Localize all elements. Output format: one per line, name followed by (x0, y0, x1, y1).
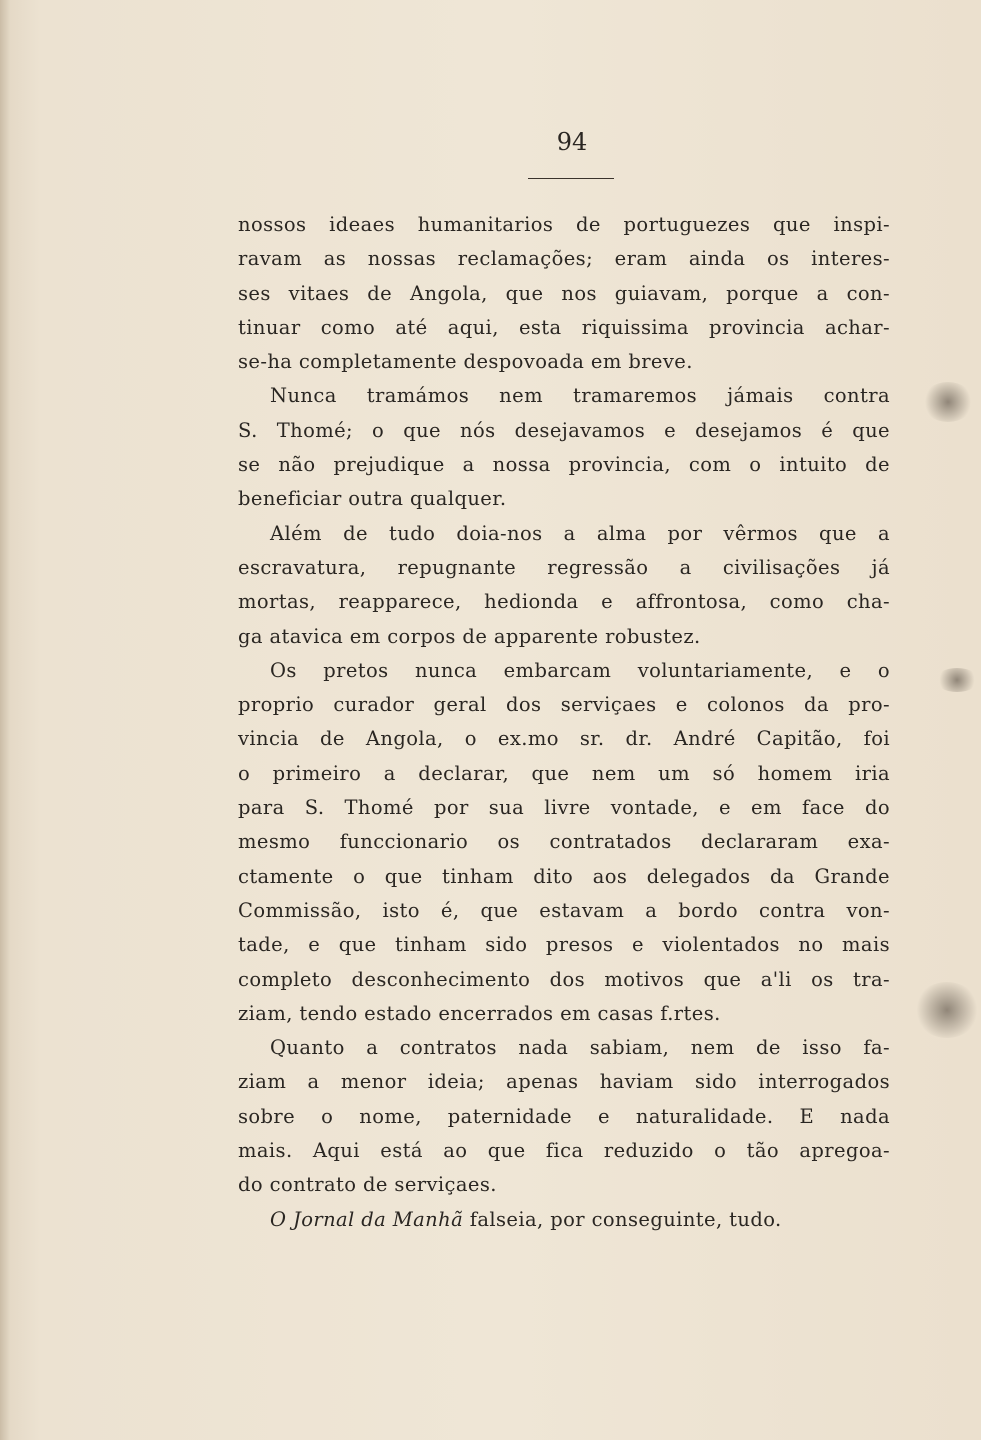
text-line: tinuar como até aqui, esta riquissima provincia achar- (238, 315, 890, 339)
text-line: tade, e que tinham sido presos e violentados no mais (238, 933, 890, 957)
text-line: completo desconhecimento dos motivos que a'li os tra- (238, 967, 890, 991)
text-line: ziam, tendo estado encerrados em casas f.rtes. (238, 1001, 721, 1025)
text-line-final (238, 1203, 890, 1237)
ink-blot (914, 982, 980, 1038)
text-line: mais. Aqui está ao que fica reduzido o tão apregoa- (238, 1139, 890, 1163)
text-line: o primeiro a declarar, que nem um só homem iria (238, 761, 890, 785)
text-line: Commissão, isto é, que estavam a bordo contra von- (238, 898, 890, 922)
text-line: se não prejudique a nossa provincia, com o intuito de (238, 453, 890, 477)
text-line: Nunca tramámos nem tramaremos jámais contra (270, 384, 890, 408)
text-line: beneficiar outra qualquer. (238, 487, 507, 511)
text-line: ses vitaes de Angola, que nos guiavam, porque a con- (238, 281, 890, 305)
text-line: Os pretos nunca embarcam voluntariamente, e o (270, 658, 890, 682)
text-line: vincia de Angola, o ex.mo sr. dr. André Capitão, foi (238, 727, 890, 751)
text-line: ravam as nossas reclamações; eram ainda os interes- (238, 247, 890, 271)
body-text (238, 208, 890, 1237)
ink-blot (922, 382, 974, 422)
text-line: se-ha completamente despovoada em breve. (238, 350, 693, 374)
text-line: ctamente o que tinham dito aos delegados da Grande (238, 864, 890, 888)
text-line: S. Thomé; o que nós desejavamos e desejamos é que (238, 418, 890, 442)
text-line: para S. Thomé por sua livre vontade, e em face do (238, 796, 890, 820)
text-line: escravatura, repugnante regressão a civilisações já (238, 555, 890, 579)
header-rule (528, 178, 614, 179)
text-line: do contrato de serviçaes. (238, 1173, 497, 1197)
newspaper-title: O Jornal da Manhã (270, 1207, 464, 1231)
text-line: proprio curador geral dos serviçaes e colonos da pro- (238, 693, 890, 717)
page-edge-shadow (0, 0, 10, 1440)
final-line-rest: falseia, por conseguinte, tudo. (463, 1207, 782, 1231)
text-line: sobre o nome, paternidade e naturalidade. E nada (238, 1104, 890, 1128)
ink-blot (935, 668, 979, 692)
page-number: 94 (556, 128, 588, 156)
text-line: ga atavica em corpos de apparente robustez. (238, 624, 701, 648)
text-line: Além de tudo doia-nos a alma por vêrmos que a (270, 521, 890, 545)
text-line: nossos ideaes humanitarios de portuguezes que inspi- (238, 213, 890, 236)
text-line: mortas, reapparece, hedionda e affrontosa, como cha- (238, 590, 890, 614)
text-line: mesmo funccionario os contratados declararam exa- (238, 830, 890, 854)
text-line: Quanto a contratos nada sabiam, nem de isso fa- (270, 1036, 890, 1060)
text-line: ziam a menor ideia; apenas haviam sido interrogados (238, 1070, 890, 1094)
